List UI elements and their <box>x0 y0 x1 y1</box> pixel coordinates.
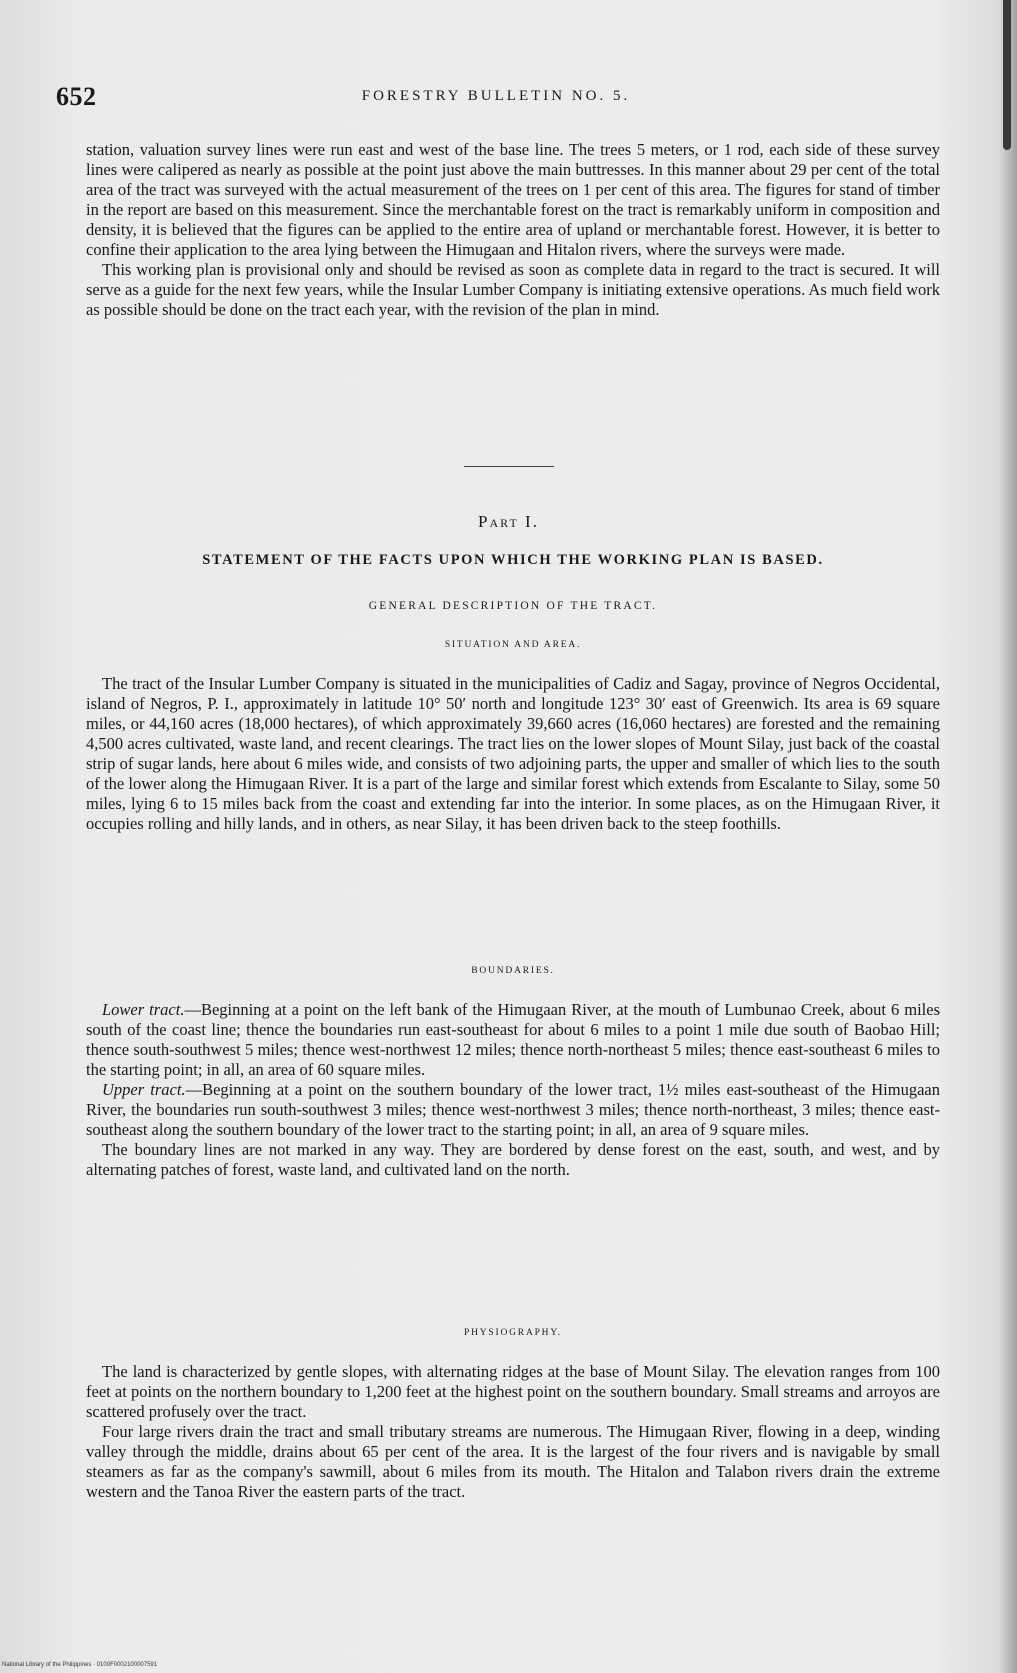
page-edge-shadow <box>999 0 1017 1673</box>
situation-heading: SITUATION AND AREA. <box>444 640 582 650</box>
upper-tract-label: Upper tract. <box>102 1080 186 1099</box>
section-divider <box>464 466 554 467</box>
boundaries-heading: BOUNDARIES. <box>471 966 555 976</box>
situation-paragraph: The tract of the Insular Lumber Company is situated in the municipalities of Cadiz and Sagay, province of Negros Occidental, island of Negros, P. I., approximately in latitude 10° 50′ north and longitude 123° 30′ east of Greenwich. Its area is 69 square miles, or 44,160 acres (18,000 hectares), of which approximately 39,660 acres (16,060 hectares) are forested and the remaining 4,500 acres cultivated, waste land, and recent clearings. The tract lies on the lower slopes of Mount Silay, just back of the coastal strip of sugar lands, here about 6 miles wide, and consists of two adjoining parts, the upper and smaller of which lies to the south of the lower along the Himugaan River. It is a part of the large and similar forest which extends from Escalante to Silay, some 50 miles, lying 6 to 15 miles back from the coast and extending far into the interior. In some places, as on the Himugaan River, it occupies rolling and hilly lands, and in others, as near Silay, it has been driven back to the steep foothills. <box>86 674 940 833</box>
main-heading: STATEMENT OF THE FACTS UPON WHICH THE WORKING PLAN IS BASED. <box>202 552 824 568</box>
lower-tract-text: —Beginning at a point on the left bank of the Himugaan River, at the mouth of Lumbunao Creek, about 6 miles south of the coast line; thence the boundaries run east-southeast for about 6 miles to a point 1 mile due south of Baobao Hill; thence south-southwest 5 miles; thence west-northwest 12 miles; thence north-northeast 5 miles; thence east-southeast 6 miles to the starting point; in all, an area of 60 square miles. <box>86 1000 940 1079</box>
physiography-paragraph-1: The land is characterized by gentle slopes, with alternating ridges at the base of Mount Silay. The elevation ranges from 100 feet at points on the northern boundary to 1,200 feet at the highest point on the southern boundary. Small streams and arroyos are scattered profusely over the tract. <box>86 1362 940 1421</box>
upper-tract-text: —Beginning at a point on the southern boundary of the lower tract, 1½ miles east-southeast of the Himugaan River, the boundaries run south-southwest 3 miles; thence west-northwest 3 miles; thence north-northeast, 3 miles; thence east-southeast along the southern boundary of the lower tract to the starting point; in all, an area of 9 square miles. <box>86 1080 940 1139</box>
intro-paragraph-2: This working plan is provisional only and should be revised as soon as complete data in regard to the tract is secured. It will serve as a guide for the next few years, while the Insular Lumber Company is initiating extensive operations. As much field work as possible should be done on the tract each year, with the revision of the plan in mind. <box>86 260 940 319</box>
scan-credit: National Library of the Philippines · 0100F0002100007591 <box>2 1662 158 1668</box>
upper-tract-paragraph <box>86 1080 940 1140</box>
intro-paragraph-1: station, valuation survey lines were run east and west of the base line. The trees 5 meters, or 1 rod, each side of these survey lines were calipered as nearly as possible at the point just above the main buttresses. In this manner about 29 per cent of the total area of the tract was surveyed with the actual measurement of the trees on 1 per cent of this area. The figures for stand of timber in the report are based on this measurement. Since the merchantable forest on the tract is remarkably uniform in composition and density, it is believed that the figures can be applied to the entire area of upland or merchantable forest. However, it is better to confine their application to the area lying between the Himugaan and Hitalon rivers, where the surveys were made. <box>86 140 940 259</box>
physiography-paragraph-2: Four large rivers drain the tract and small tributary streams are numerous. The Himugaan River, flowing in a deep, winding valley through the middle, drains about 65 per cent of the area. It is the largest of the four rivers and is navigable by small steamers as far as the company's sawmill, about 6 miles from its mouth. The Hitalon and Talabon rivers drain the extreme western and the Tanoa River the eastern parts of the tract. <box>86 1422 940 1501</box>
lower-tract-paragraph <box>86 1000 940 1080</box>
part-title: Part I. <box>478 512 539 531</box>
intro-section <box>86 140 940 320</box>
boundary-lines-paragraph: The boundary lines are not marked in any way. They are bordered by dense forest on the east, south, and west, and by alternating patches of forest, waste land, and cultivated land on the north. <box>86 1140 940 1179</box>
situation-section <box>86 674 940 834</box>
page-number: 652 <box>56 82 97 111</box>
page-header <box>56 82 936 112</box>
lower-tract-label: Lower tract. <box>102 1000 185 1019</box>
sub-heading: GENERAL DESCRIPTION OF THE TRACT. <box>368 600 658 612</box>
physiography-heading: PHYSIOGRAPHY. <box>464 1328 562 1338</box>
physiography-section <box>86 1362 940 1502</box>
page-edge-mark <box>1003 0 1011 150</box>
running-head: FORESTRY BULLETIN NO. 5. <box>361 88 631 104</box>
boundaries-section <box>86 1000 940 1180</box>
